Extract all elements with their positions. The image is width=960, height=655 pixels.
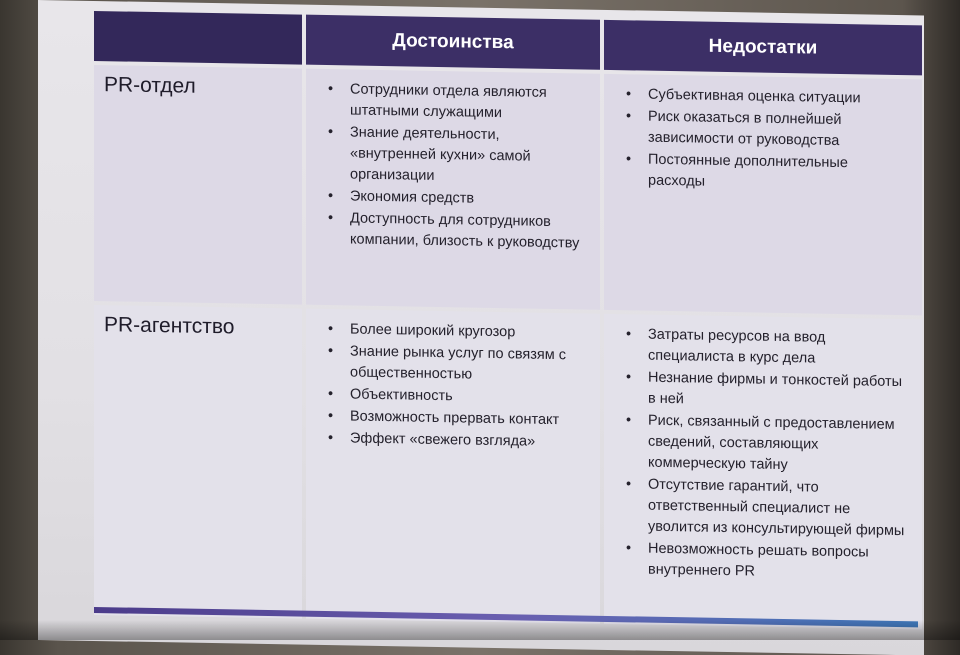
row-label-pr-department: PR-отдел [94, 65, 302, 305]
pr-department-disadvantages-list [618, 84, 908, 196]
pr-agency-disadvantages-cell [604, 314, 922, 630]
list-item: • Знание деятельности, «внутренней кухни» самой организации [350, 122, 586, 189]
pr-agency-disadvantages-list [618, 324, 908, 585]
list-item: • Постоянные дополнительные расходы [648, 150, 908, 197]
header-disadvantages: Недостатки [604, 20, 922, 76]
list-item: • Более широкий кругозор [350, 319, 586, 344]
pr-agency-advantages-list [320, 319, 586, 454]
pr-department-advantages-list [320, 79, 586, 255]
list-item: • Незнание фирмы и тонкостей работы в ней [648, 368, 908, 415]
list-item: • Отсутствие гарантий, что ответственный специалист не уволится из консультирующей фирмы [648, 475, 908, 543]
bottom-shadow [0, 620, 960, 640]
list-item: • Знание рынка услуг по связям с общественностью [350, 341, 586, 387]
projection-screen [38, 0, 924, 655]
header-advantages: Достоинства [306, 15, 600, 70]
list-item: • Эффект «свежего взгляда» [350, 428, 586, 453]
list-item: • Риск оказаться в полнейшей зависимости от руководства [648, 107, 908, 154]
comparison-table [94, 11, 914, 621]
list-item: • Риск, связанный с предоставлением сведений, составляющих коммерческую тайну [648, 411, 908, 479]
pr-department-advantages-cell [306, 69, 600, 310]
list-item: • Экономия средств [350, 186, 586, 211]
list-item: • Возможность прервать контакт [350, 406, 586, 431]
pr-department-disadvantages-cell [604, 74, 922, 316]
list-item: • Субъективная оценка ситуации [648, 85, 908, 111]
row-label-pr-agency: PR-агентство [94, 305, 302, 619]
list-item: • Невозможность решать вопросы внутреннего PR [648, 539, 908, 586]
header-blank-cell [94, 11, 302, 65]
list-item: • Затраты ресурсов на ввод специалиста в курс дела [648, 325, 908, 372]
pr-agency-advantages-cell [306, 309, 600, 624]
list-item: • Доступность для сотрудников компании, близость к руководству [350, 208, 586, 254]
list-item: • Сотрудники отдела являются штатными служащими [350, 79, 586, 125]
list-item: • Объективность [350, 384, 586, 409]
